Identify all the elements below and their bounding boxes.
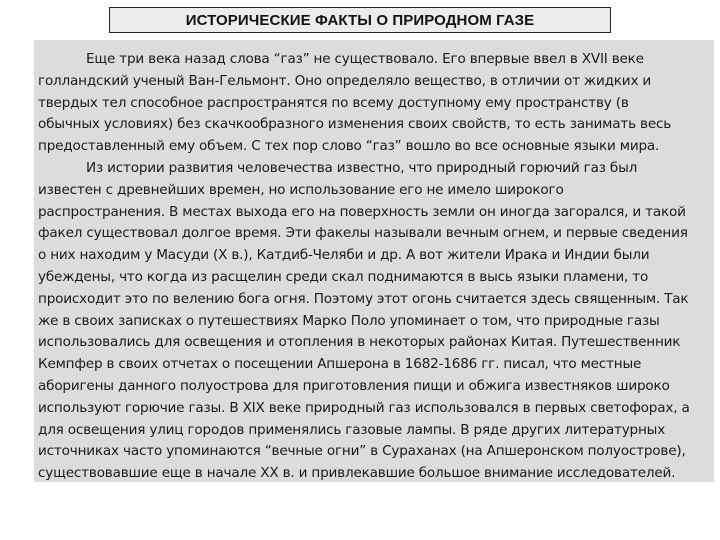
paragraph-2-line: известен с древнейших времен, но использование его не имело широкого <box>38 181 564 198</box>
paragraph-2-line: распространения. В местах выхода его на поверхность земли он иногда загорался, и такой <box>38 203 686 220</box>
paragraph-2-line: аборигены данного полуострова для приготовления пищи и обжига известняков широко <box>38 377 670 394</box>
paragraph-2-line: же в своих записках о путешествиях Марко Поло упоминает о том, что природные газы <box>38 312 660 329</box>
paragraph-2-line: Из истории развития человечества известно, что природный горючий газ был <box>86 159 638 176</box>
paragraph-1-line: обычных условиях) без скачкообразного изменения своих свойств, то есть занимать весь <box>38 116 672 133</box>
paragraph-2-line: используют горючие газы. В XIX веке природный газ использовался в первых светофорах, а <box>38 399 690 416</box>
paragraph-2-line: источниках часто упоминаются “вечные огни” в Сураханах (на Апшеронском полуострове), <box>38 443 686 460</box>
paragraph-2-line: использовались для освещения и отопления в некоторых районах Китая. Путешественник <box>38 334 681 351</box>
paragraph-2-line: существовавшие еще в начале XX в. и привлекавшие большое внимание исследователей. <box>38 465 676 482</box>
title-bar <box>109 7 611 33</box>
paragraph-2-line: о них находим у Масуди (X в.), Катдиб-Челяби и др. А вот жители Ирака и Индии были <box>38 247 650 264</box>
paragraph-2-line: для освещения улиц городов применялись газовые лампы. В ряде других литературных <box>38 421 666 438</box>
paragraph-1-line: твердых тел способное распространятся по всему доступному ему пространству (в <box>38 94 629 111</box>
paragraph-2-line: убеждены, что когда из расщелин среди скал поднимаются в высь языки пламени, то <box>38 268 649 285</box>
paragraph-2-line: факел существовал долгое время. Эти факелы называли вечным огнем, и первые сведения <box>38 225 688 242</box>
paragraph-1-line: предоставленный ему объем. С тех пор слово “газ” вошло во все основные языки мира. <box>38 138 660 155</box>
paragraph-1-line: Еще три века назад слова “газ” не существовало. Его впервые ввел в XVII веке <box>86 51 644 67</box>
paragraph-2-line: Кемпфер в своих отчетах о посещении Апшерона в 1682-1686 гг. писал, что местные <box>38 356 642 373</box>
page-title: ИСТОРИЧЕСКИЕ ФАКТЫ О ПРИРОДНОМ ГАЗЕ <box>185 11 535 29</box>
paragraph-1-line: голландский ученый Ван-Гельмонт. Оно определяло вещество, в отличии от жидких и <box>38 72 652 89</box>
text-block <box>34 40 714 482</box>
paragraph-2-line: происходит это по велению бога огня. Поэтому этот огонь считается здесь священным. Так <box>38 290 689 307</box>
